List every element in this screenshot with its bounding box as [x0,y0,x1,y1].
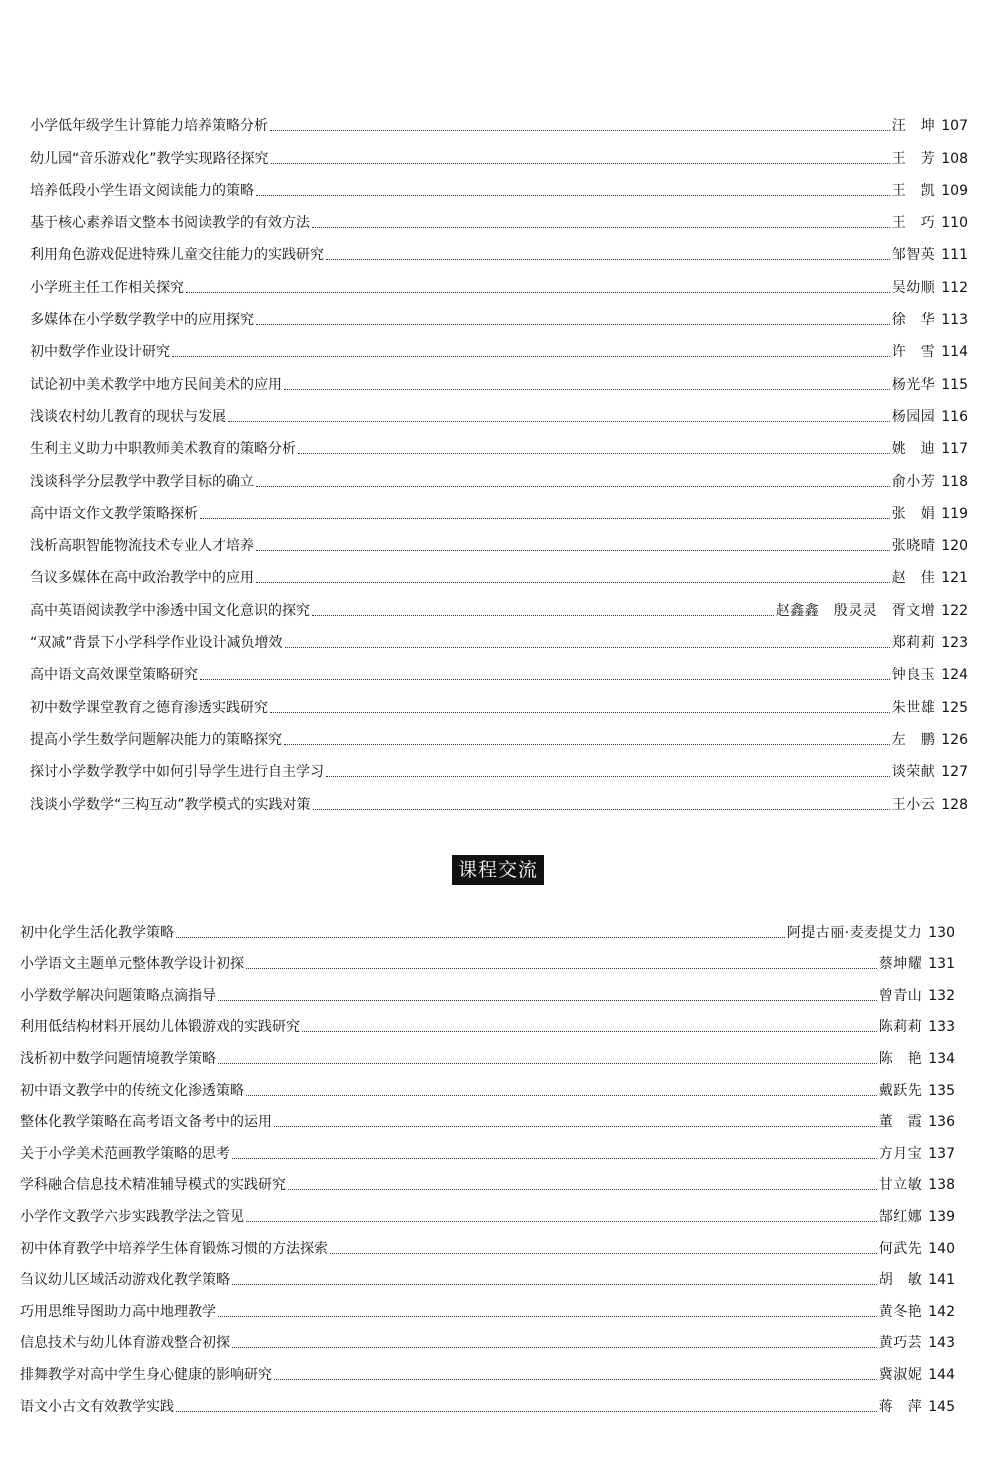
entry-author: 王 凯 [891,182,936,199]
dot-leader [228,421,890,422]
toc-entry[interactable] [30,491,968,523]
entry-title: 幼儿园“音乐游戏化”教学实现路径探究 [30,150,269,167]
toc-entry[interactable] [30,200,968,232]
entry-page: 141 [928,1272,955,1289]
toc-entry[interactable] [20,1289,955,1321]
toc-entry[interactable] [30,103,968,135]
dot-leader [284,744,890,745]
entry-author: 郑莉莉 [891,635,936,652]
dot-leader [298,453,890,454]
toc-entry[interactable] [20,1321,955,1353]
entry-author: 赵 佳 [891,570,936,587]
entry-title: 排舞教学对高中学生身心健康的影响研究 [20,1366,272,1383]
entry-author: 蒋 萍 [878,1398,923,1415]
toc-entry[interactable] [20,973,955,1005]
entry-author: 杨光华 [891,376,936,393]
toc-entry[interactable] [30,717,968,749]
entry-title: 浅谈农村幼儿教育的现状与发展 [30,408,226,425]
dot-leader [232,1347,877,1348]
toc-entry[interactable] [30,361,968,393]
dot-leader [326,776,890,777]
toc-entry[interactable] [30,749,968,781]
entry-page: 136 [928,1114,955,1131]
entry-author: 蔡坤耀 [878,956,923,973]
dot-leader [246,1221,877,1222]
entry-page: 117 [941,441,968,458]
entry-page: 133 [928,1019,955,1036]
dot-leader [326,259,890,260]
toc-entry[interactable] [30,426,968,458]
dot-leader [302,1031,877,1032]
entry-author: 陈 艳 [878,1050,923,1067]
entry-author: 张晓晴 [891,538,936,555]
entry-author: 王小云 [891,796,936,813]
toc-entry[interactable] [30,458,968,490]
entry-page: 132 [928,987,955,1004]
entry-title: 关于小学美术范画教学策略的思考 [20,1145,230,1162]
dot-leader [256,550,890,551]
entry-author: 汪 坤 [891,118,936,135]
entry-title: 小学班主任工作相关探究 [30,279,184,296]
entry-title: 试论初中美术教学中地方民间美术的应用 [30,376,282,393]
entry-author: 冀淑妮 [878,1366,923,1383]
dot-leader [256,324,890,325]
dot-leader [172,356,890,357]
entry-page: 125 [941,699,968,716]
toc-entry[interactable] [20,1036,955,1068]
entry-title: 巧用思维导图助力高中地理教学 [20,1303,216,1320]
dot-leader [288,1189,877,1190]
dot-leader [246,1095,877,1096]
entry-author: 左 鹏 [891,731,936,748]
dot-leader [274,1126,877,1127]
dot-leader [176,937,785,938]
entry-author: 王 巧 [891,215,936,232]
dot-leader [256,486,890,487]
toc-entry[interactable] [20,1258,955,1290]
toc-entry[interactable] [30,394,968,426]
entry-page: 124 [941,667,968,684]
toc-entry[interactable] [30,781,968,813]
toc-entry[interactable] [20,1384,955,1416]
dot-leader [200,518,890,519]
entry-page: 137 [928,1145,955,1162]
entry-author: 杨园园 [891,408,936,425]
dot-leader [330,1253,877,1254]
entry-page: 134 [928,1050,955,1067]
dot-leader [232,1158,877,1159]
entry-page: 135 [928,1082,955,1099]
entry-title: 浅析初中数学问题情境教学策略 [20,1050,216,1067]
entry-title: “双减”背景下小学科学作业设计减负增效 [30,635,283,652]
entry-author: 谈荣献 [891,764,936,781]
entry-title: 利用低结构材料开展幼儿体锻游戏的实践研究 [20,1019,300,1036]
entry-page: 116 [941,408,968,425]
entry-author: 阿提古丽·麦麦提艾力 [786,924,923,941]
entry-page: 121 [941,570,968,587]
entry-page: 131 [928,956,955,973]
entry-title: 刍议多媒体在高中政治教学中的应用 [30,570,254,587]
dot-leader [270,130,890,131]
entry-author: 朱世雄 [891,699,936,716]
dot-leader [274,1379,877,1380]
toc-entry[interactable] [20,1005,955,1037]
toc-entry[interactable] [30,523,968,555]
dot-leader [186,292,890,293]
entry-author: 俞小芳 [891,473,936,490]
section-heading: 课程交流 [452,855,544,885]
entry-title: 信息技术与幼儿体育游戏整合初探 [20,1335,230,1352]
entry-title: 刍议幼儿区域活动游戏化教学策略 [20,1272,230,1289]
entry-title: 提高小学生数学问题解决能力的策略探究 [30,731,282,748]
toc-entry[interactable] [30,168,968,200]
toc-entry[interactable] [30,232,968,264]
entry-page: 118 [941,473,968,490]
toc-entry[interactable] [30,297,968,329]
entry-title: 初中数学作业设计研究 [30,344,170,361]
entry-title: 整体化教学策略在高考语文备考中的运用 [20,1114,272,1131]
toc-section-b [20,910,955,1416]
dot-leader [218,1000,877,1001]
entry-author: 黄冬艳 [878,1303,923,1320]
entry-page: 108 [941,150,968,167]
entry-author: 胡 敏 [878,1272,923,1289]
entry-page: 114 [941,344,968,361]
entry-author: 方月宝 [878,1145,923,1162]
entry-author: 甘立敏 [878,1177,923,1194]
toc-entry[interactable] [30,587,968,619]
dot-leader [312,227,890,228]
entry-page: 127 [941,764,968,781]
entry-author: 赵鑫鑫 殷灵灵 胥文增 [775,602,936,619]
toc-entry[interactable] [20,1100,955,1132]
entry-page: 126 [941,731,968,748]
entry-author: 吴幼顺 [891,279,936,296]
entry-author: 黄巧芸 [878,1335,923,1352]
entry-title: 探讨小学数学教学中如何引导学生进行自主学习 [30,764,324,781]
entry-title: 浅谈小学数学“三构互动”教学模式的实践对策 [30,796,311,813]
entry-author: 曾青山 [878,987,923,1004]
entry-title: 小学数学解决问题策略点滴指导 [20,987,216,1004]
entry-page: 115 [941,376,968,393]
entry-page: 142 [928,1303,955,1320]
entry-page: 130 [928,924,955,941]
entry-author: 张 娟 [891,505,936,522]
toc-entry[interactable] [30,135,968,167]
dot-leader [256,582,890,583]
entry-author: 郜红娜 [878,1208,923,1225]
entry-page: 112 [941,279,968,296]
entry-title: 小学低年级学生计算能力培养策略分析 [30,118,268,135]
entry-page: 111 [941,247,968,264]
dot-leader [256,195,890,196]
entry-page: 138 [928,1177,955,1194]
entry-title: 利用角色游戏促进特殊儿童交往能力的实践研究 [30,247,324,264]
entry-title: 语文小古文有效教学实践 [20,1398,174,1415]
toc-entry[interactable] [20,1194,955,1226]
toc-entry[interactable] [20,1131,955,1163]
entry-page: 145 [928,1398,955,1415]
entry-page: 144 [928,1366,955,1383]
dot-leader [271,163,890,164]
entry-page: 140 [928,1240,955,1257]
entry-title: 多媒体在小学数学教学中的应用探究 [30,312,254,329]
entry-author: 董 霞 [878,1114,923,1131]
dot-leader [270,712,890,713]
toc-entry[interactable] [20,910,955,942]
dot-leader [232,1284,877,1285]
dot-leader [218,1316,877,1317]
toc-entry[interactable] [30,620,968,652]
toc-entry[interactable] [30,652,968,684]
dot-leader [313,809,890,810]
entry-title: 高中语文作文教学策略探析 [30,505,198,522]
toc-entry[interactable] [20,1226,955,1258]
toc-section-a [30,103,968,814]
entry-page: 143 [928,1335,955,1352]
toc-entry[interactable] [20,1163,955,1195]
entry-author: 戴跃先 [878,1082,923,1099]
entry-title: 初中体育教学中培养学生体育锻炼习惯的方法探索 [20,1240,328,1257]
entry-author: 徐 华 [891,312,936,329]
toc-entry[interactable] [20,1352,955,1384]
entry-page: 120 [941,538,968,555]
entry-title: 小学作文教学六步实践教学法之管见 [20,1208,244,1225]
entry-page: 107 [941,118,968,135]
entry-author: 陈莉莉 [878,1019,923,1036]
entry-title: 初中化学生活化教学策略 [20,924,174,941]
entry-author: 姚 迪 [891,441,936,458]
entry-title: 生利主义助力中职教师美术教育的策略分析 [30,441,296,458]
entry-title: 初中数学课堂教育之德育渗透实践研究 [30,699,268,716]
entry-page: 123 [941,635,968,652]
dot-leader [176,1411,877,1412]
entry-title: 基于核心素养语文整本书阅读教学的有效方法 [30,215,310,232]
entry-title: 浅析高职智能物流技术专业人才培养 [30,538,254,555]
toc-entry[interactable] [30,684,968,716]
toc-entry[interactable] [20,1068,955,1100]
dot-leader [200,679,890,680]
toc-entry[interactable] [30,264,968,296]
entry-page: 122 [941,602,968,619]
entry-page: 113 [941,312,968,329]
entry-page: 119 [941,505,968,522]
entry-title: 初中语文教学中的传统文化渗透策略 [20,1082,244,1099]
entry-page: 128 [941,796,968,813]
entry-page: 109 [941,182,968,199]
toc-entry[interactable] [30,329,968,361]
toc-entry[interactable] [20,942,955,974]
entry-page: 139 [928,1208,955,1225]
entry-title: 学科融合信息技术精准辅导模式的实践研究 [20,1177,286,1194]
entry-title: 高中语文高效课堂策略研究 [30,667,198,684]
dot-leader [285,647,890,648]
entry-author: 钟良玉 [891,667,936,684]
entry-title: 高中英语阅读教学中渗透中国文化意识的探究 [30,602,310,619]
entry-author: 许 雪 [891,344,936,361]
entry-title: 小学语文主题单元整体教学设计初探 [20,956,244,973]
entry-author: 何武先 [878,1240,923,1257]
entry-author: 王 芳 [891,150,936,167]
entry-title: 培养低段小学生语文阅读能力的策略 [30,182,254,199]
entry-author: 邹智英 [891,247,936,264]
toc-entry[interactable] [30,555,968,587]
dot-leader [312,615,774,616]
dot-leader [218,1063,877,1064]
dot-leader [246,968,877,969]
entry-page: 110 [941,215,968,232]
dot-leader [284,389,890,390]
entry-title: 浅谈科学分层教学中教学目标的确立 [30,473,254,490]
